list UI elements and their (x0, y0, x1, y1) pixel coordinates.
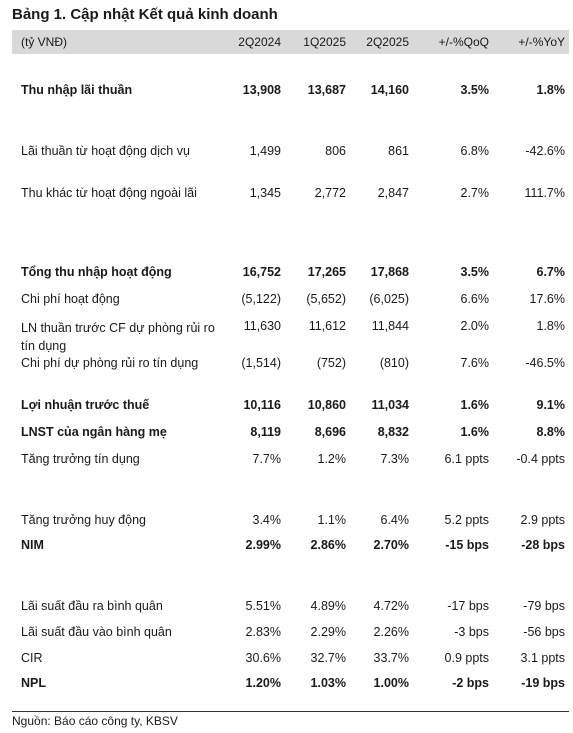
value-yoy: 17.6% (529, 292, 565, 306)
value-yoy: 2.9 ppts (520, 513, 565, 527)
value-1q2025: 32.7% (310, 651, 346, 665)
row-label: Lãi suất đầu vào bình quân (21, 625, 172, 639)
value-qoq: -2 bps (452, 676, 489, 690)
value-2q2025: (810) (379, 356, 409, 370)
table-title: Bảng 1. Cập nhật Kết quả kinh doanh (12, 6, 278, 23)
row-label: Chi phí hoạt động (21, 292, 120, 306)
row-label: NPL (21, 676, 46, 690)
value-qoq: 0.9 ppts (444, 651, 489, 665)
row-label: Lợi nhuận trước thuế (21, 398, 150, 412)
value-yoy: 111.7% (524, 186, 565, 200)
value-1q2025: 2.29% (310, 625, 346, 639)
value-2q2025: 33.7% (373, 651, 409, 665)
row-label: CIR (21, 651, 43, 665)
row-label: Chi phí dự phòng rủi ro tín dụng (21, 356, 199, 370)
value-yoy: -46.5% (525, 356, 565, 370)
value-2q2025: (6,025) (369, 292, 409, 306)
value-1q2025: 2,772 (314, 186, 346, 200)
value-1q2025: 1.03% (310, 676, 346, 690)
value-yoy: 1.8% (536, 83, 565, 97)
value-2q2025: 2.70% (373, 538, 409, 552)
value-2q2024: (1,514) (241, 356, 281, 370)
value-2q2025: 2.26% (373, 625, 409, 639)
header-yoy: +/-%YoY (518, 35, 565, 49)
header-1q2025: 1Q2025 (303, 35, 346, 49)
value-2q2025: 17,868 (370, 265, 409, 279)
value-1q2025: 17,265 (307, 265, 346, 279)
value-1q2025: 806 (325, 144, 346, 158)
value-qoq: 6.6% (460, 292, 489, 306)
value-yoy: -42.6% (525, 144, 565, 158)
value-yoy: -19 bps (521, 676, 565, 690)
value-yoy: -28 bps (521, 538, 565, 552)
row-label: LNST của ngân hàng mẹ (21, 425, 167, 439)
value-qoq: 6.8% (460, 144, 489, 158)
value-2q2025: 14,160 (370, 83, 409, 97)
value-qoq: -3 bps (454, 625, 489, 639)
value-yoy: 8.8% (536, 425, 565, 439)
value-2q2024: 2.83% (245, 625, 281, 639)
footer-divider (12, 711, 569, 712)
value-1q2025: 10,860 (307, 398, 346, 412)
value-2q2024: 13,908 (242, 83, 281, 97)
row-label: Tăng trưởng tín dụng (21, 452, 140, 466)
value-2q2024: 1.20% (245, 676, 281, 690)
value-2q2024: 2.99% (245, 538, 281, 552)
value-2q2025: 4.72% (373, 599, 409, 613)
value-1q2025: 2.86% (310, 538, 346, 552)
table-header (12, 30, 569, 54)
value-yoy: -79 bps (523, 599, 565, 613)
value-yoy: -0.4 ppts (516, 452, 565, 466)
row-label: LN thuần trước CF dự phòng rủi ro tín dụng (21, 321, 215, 353)
row-label: Tổng thu nhập hoạt động (21, 265, 172, 279)
value-yoy: -56 bps (523, 625, 565, 639)
value-1q2025: 1.1% (317, 513, 346, 527)
source-note: Nguồn: Báo cáo công ty, KBSV (12, 714, 178, 728)
value-yoy: 9.1% (536, 398, 565, 412)
value-qoq: 2.0% (460, 319, 489, 333)
value-2q2025: 7.3% (380, 452, 409, 466)
value-2q2024: 5.51% (245, 599, 281, 613)
results-table (12, 30, 569, 690)
value-1q2025: 8,696 (314, 425, 346, 439)
value-2q2025: 8,832 (377, 425, 409, 439)
value-qoq: -17 bps (447, 599, 489, 613)
value-2q2024: 8,119 (250, 425, 281, 439)
row-label: NIM (21, 538, 44, 552)
value-2q2024: 16,752 (242, 265, 281, 279)
value-yoy: 3.1 ppts (520, 651, 565, 665)
row-label: Lãi suất đầu ra bình quân (21, 599, 163, 613)
value-2q2025: 861 (388, 144, 409, 158)
row-label: Tăng trưởng huy động (21, 513, 146, 527)
header-qoq: +/-%QoQ (438, 35, 489, 49)
value-qoq: 1.6% (460, 398, 489, 412)
value-2q2025: 6.4% (380, 513, 409, 527)
value-qoq: -15 bps (445, 538, 489, 552)
value-yoy: 6.7% (536, 265, 565, 279)
value-qoq: 7.6% (460, 356, 489, 370)
value-2q2024: 3.4% (252, 513, 281, 527)
header-2q2025: 2Q2025 (366, 35, 409, 49)
value-yoy: 1.8% (536, 319, 565, 333)
row-label: Thu nhập lãi thuần (21, 83, 133, 97)
value-2q2025: 1.00% (373, 676, 409, 690)
value-qoq: 3.5% (460, 83, 489, 97)
value-2q2024: (5,122) (241, 292, 281, 306)
value-2q2025: 11,034 (371, 398, 409, 412)
value-2q2024: 1,499 (249, 144, 281, 158)
header-unit: (tỷ VNĐ) (21, 35, 67, 49)
value-1q2025: 1.2% (317, 452, 346, 466)
row-label: Thu khác từ hoạt động ngoài lãi (21, 186, 197, 200)
value-2q2024: 7.7% (252, 452, 281, 466)
value-2q2025: 2,847 (377, 186, 409, 200)
value-qoq: 5.2 ppts (444, 513, 489, 527)
row-label: Lãi thuần từ hoạt động dịch vụ (21, 144, 190, 158)
value-2q2025: 11,844 (371, 319, 409, 333)
value-2q2024: 11,630 (243, 319, 281, 333)
value-1q2025: (752) (316, 356, 346, 370)
value-1q2025: (5,652) (306, 292, 346, 306)
value-2q2024: 30.6% (245, 651, 281, 665)
header-2q2024: 2Q2024 (238, 35, 281, 49)
value-qoq: 2.7% (460, 186, 489, 200)
value-qoq: 1.6% (460, 425, 489, 439)
value-2q2024: 10,116 (243, 398, 281, 412)
value-qoq: 3.5% (460, 265, 489, 279)
value-1q2025: 13,687 (307, 83, 346, 97)
value-qoq: 6.1 ppts (444, 452, 489, 466)
value-1q2025: 4.89% (310, 599, 346, 613)
value-2q2024: 1,345 (249, 186, 281, 200)
value-1q2025: 11,612 (308, 319, 346, 333)
